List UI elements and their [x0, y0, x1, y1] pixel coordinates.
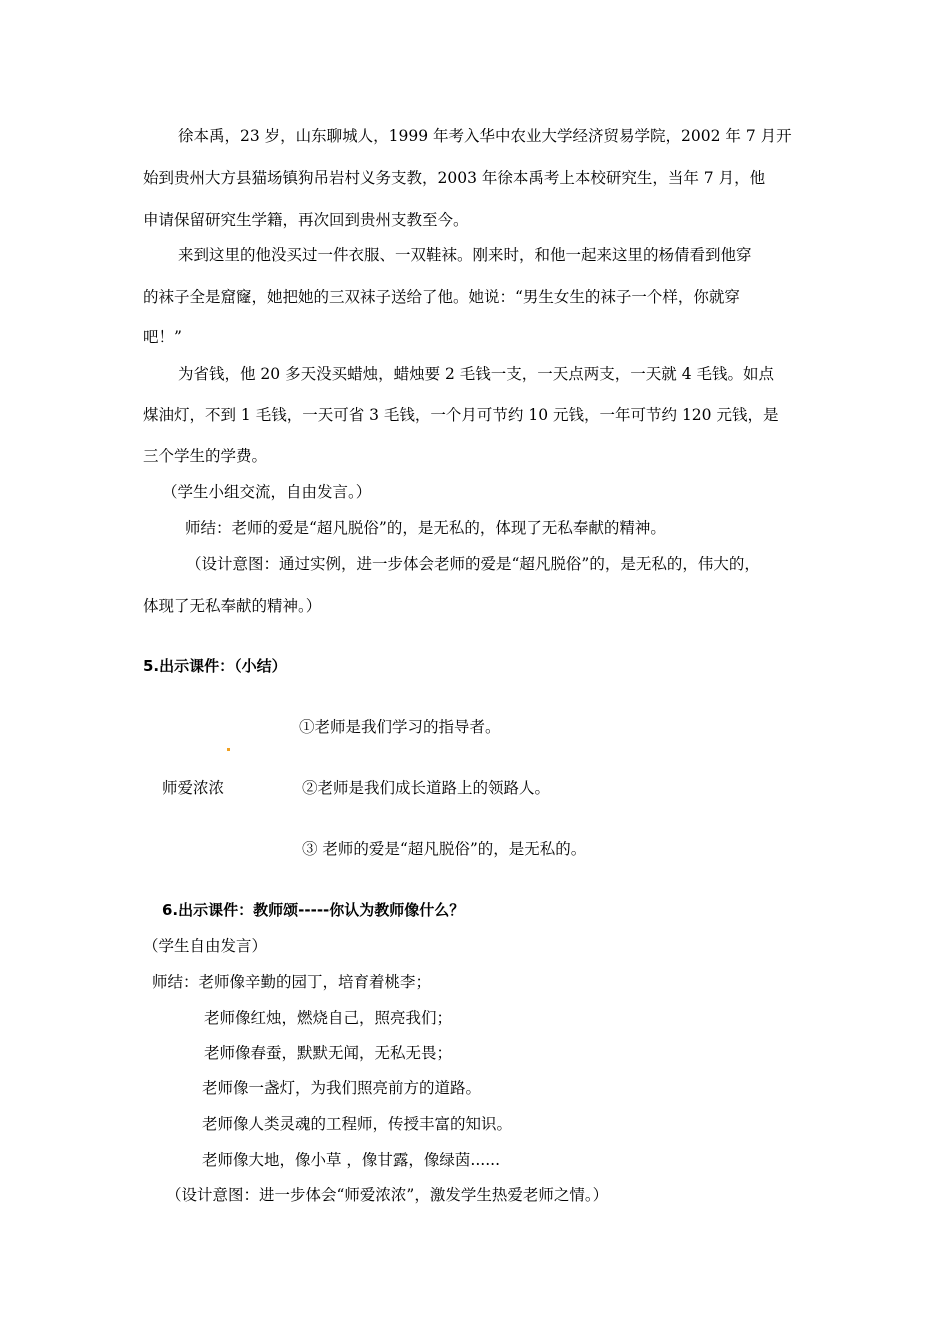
- paragraph-1-line-2: 始到贵州大方县猫场镇狗吊岩村义务支教，2003 年徐本禹考上本校研究生，当年 7 月，他: [143, 169, 766, 187]
- paragraph-2-line-3: 吧！”: [143, 328, 182, 346]
- paragraph-3-line-3: 三个学生的学费。: [143, 447, 268, 465]
- student-free-speech: （学生自由发言）: [143, 937, 268, 955]
- paragraph-2-line-2: 的袜子全是窟窿，她把她的三双袜子送给了他。她说：“男生女生的袜子一个样，你就穿: [143, 288, 740, 306]
- section-6-heading: 6.出示课件：教师颂-----你认为教师像什么？: [162, 901, 465, 919]
- summary-item-2: ②老师是我们成长道路上的领路人。: [302, 779, 551, 797]
- design-intent-2: （设计意图：进一步体会“师爱浓浓”，激发学生热爱老师之情。）: [166, 1186, 609, 1204]
- teacher-summary: 师结：老师的爱是“超凡脱俗”的，是无私的，体现了无私奉献的精神。: [185, 519, 666, 537]
- section-5-heading: 5.出示课件：（小结）: [143, 657, 287, 675]
- summary-item-3: ③ 老师的爱是“超凡脱俗”的，是无私的。: [302, 840, 587, 858]
- paragraph-3-line-2: 煤油灯，不到 1 毛钱，一天可省 3 毛钱，一个月可节约 10 元钱，一年可节约 120 元钱，是: [143, 406, 779, 424]
- design-intent-1-line-1: （设计意图：通过实例，进一步体会老师的爱是“超凡脱俗”的，是无私的，伟大的，: [186, 555, 760, 573]
- teacher-summary-line-6: 老师像大地，像小草 ，像甘露，像绿茵......: [202, 1151, 500, 1169]
- paragraph-1-line-1: 徐本禹，23 岁，山东聊城人，1999 年考入华中农业大学经济贸易学院，2002 年 7 月开: [178, 127, 792, 145]
- student-discussion: （学生小组交流，自由发言。）: [162, 483, 372, 501]
- summary-left-label: 师爱浓浓: [162, 779, 225, 797]
- teacher-summary-line-2: 老师像红烛，燃烧自己，照亮我们；: [204, 1009, 453, 1027]
- summary-item-1: ①老师是我们学习的指导者。: [299, 718, 501, 736]
- teacher-summary-line-4: 老师像一盏灯，为我们照亮前方的道路。: [202, 1079, 482, 1097]
- stray-mark: [227, 748, 230, 751]
- teacher-summary-line-5: 老师像人类灵魂的工程师，传授丰富的知识。: [202, 1115, 513, 1133]
- paragraph-3-line-1: 为省钱，他 20 多天没买蜡烛，蜡烛要 2 毛钱一支，一天点两支，一天就 4 毛钱。如点: [178, 365, 775, 383]
- paragraph-1-line-3: 申请保留研究生学籍，再次回到贵州支教至今。: [143, 211, 469, 229]
- teacher-summary-line-1: 师结：老师像辛勤的园丁，培育着桃李；: [152, 973, 432, 991]
- paragraph-2-line-1: 来到这里的他没买过一件衣服、一双鞋袜。刚来时，和他一起来这里的杨倩看到他穿: [178, 246, 752, 264]
- teacher-summary-line-3: 老师像春蚕，默默无闻，无私无畏；: [204, 1044, 453, 1062]
- design-intent-1-line-2: 体现了无私奉献的精神。）: [143, 597, 322, 615]
